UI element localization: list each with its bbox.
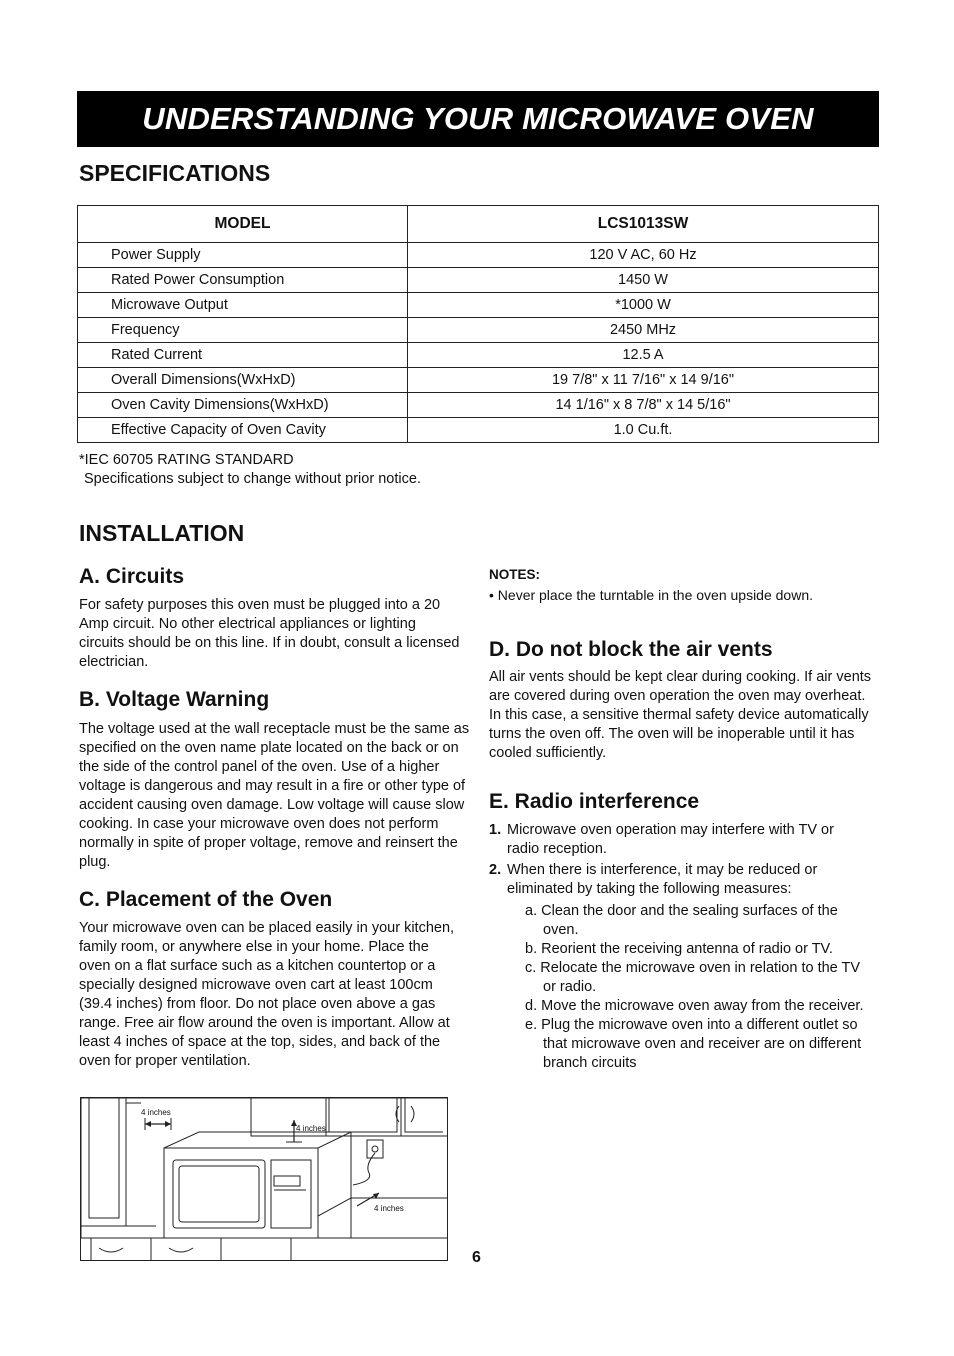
circuits-body: For safety purposes this oven must be plugged into a 20 Amp circuit. No other electrical appliances or lighting circuits should be on this line. If in doubt, consult a licensed electrician.: [79, 597, 460, 670]
item-number: 1.: [489, 822, 502, 838]
table-header-row: [78, 206, 879, 243]
microwave-clearance-drawing: [81, 1098, 447, 1260]
circuits-title: A. Circuits: [79, 565, 185, 588]
back-clearance-label: 4 inches: [374, 1204, 404, 1213]
top-clearance-label: 4 inches: [296, 1124, 326, 1133]
list-item: [489, 821, 869, 859]
model-value: LCS1013SW: [408, 206, 879, 243]
list-item: e. Plug the microwave oven into a different outlet so that microwave oven and receiver are on different branch circuits: [525, 1017, 862, 1071]
item-text: When there is interference, it may be reduced or eliminated by taking the following measures:: [507, 862, 818, 897]
page-number: 6: [472, 1249, 481, 1266]
installation-illustration: [80, 1097, 448, 1261]
spec-label: Effective Capacity of Oven Cavity: [78, 418, 408, 443]
spec-label: Power Supply: [78, 243, 408, 268]
item-text: Microwave oven operation may interfere with TV or radio reception.: [507, 822, 834, 857]
table-row: [78, 368, 879, 393]
spec-label: Oven Cavity Dimensions(WxHxD): [78, 393, 408, 418]
item-number: 2.: [489, 862, 502, 878]
measures-list: [525, 902, 869, 1073]
notes-heading: NOTES:: [489, 567, 541, 582]
list-item: d. Move the microwave oven away from the receiver.: [525, 998, 864, 1014]
table-row: [78, 343, 879, 368]
side-clearance-label: 4 inches: [141, 1108, 171, 1117]
list-item: c. Relocate the microwave oven in relation to the TV or radio.: [525, 960, 861, 995]
change-notice: Specifications subject to change without prior notice.: [84, 471, 421, 487]
voltage-title: B. Voltage Warning: [79, 688, 270, 711]
spec-value: 19 7/8" x 11 7/16" x 14 9/16": [408, 368, 879, 393]
spec-label: Frequency: [78, 318, 408, 343]
list-item: [489, 861, 869, 1073]
vents-title: D. Do not block the air vents: [489, 638, 773, 661]
spec-value: 2450 MHz: [408, 318, 879, 343]
installation-heading: INSTALLATION: [79, 520, 245, 546]
spec-label: Microwave Output: [78, 293, 408, 318]
spec-label: Rated Power Consumption: [78, 268, 408, 293]
table-row: [78, 293, 879, 318]
voltage-body: The voltage used at the wall receptacle must be the same as specified on the oven name plate located on the back or on the side of the control panel of the oven. Use of a higher voltage is dangerous and may result in a fire or other type of accident causing oven damage. Low voltage will cause slow cooking. In case your microwave oven does not perform normally in spite of proper voltage, remove and reinsert the plug.: [79, 721, 470, 870]
specifications-table: [77, 205, 879, 443]
spec-value: 1450 W: [408, 268, 879, 293]
spec-value: 12.5 A: [408, 343, 879, 368]
table-row: [78, 268, 879, 293]
vents-body: All air vents should be kept clear during cooking. If air vents are covered during oven operation the oven may overheat. In this case, a sensitive thermal safety device automatically turns the oven off. The oven will be inoperable until it has cooled sufficiently.: [489, 669, 872, 761]
specifications-heading: SPECIFICATIONS: [79, 160, 271, 186]
spec-value: 14 1/16" x 8 7/8" x 14 5/16": [408, 393, 879, 418]
spec-label: Rated Current: [78, 343, 408, 368]
radio-interference-list: [489, 821, 869, 1075]
list-item: b. Reorient the receiving antenna of radio or TV.: [525, 941, 833, 957]
table-row: [78, 393, 879, 418]
table-row: [78, 318, 879, 343]
placement-body: Your microwave oven can be placed easily in your kitchen, family room, or anywhere else in your home. Place the oven on a flat surface such as a kitchen countertop or a specially designed microwave oven cart at least 100cm (39.4 inches) from floor. Do not place oven above a gas range. Free air flow around the oven is important. Allow at least 4 inches of space at the top, sides, and back of the oven for proper ventilation.: [79, 920, 455, 1069]
spec-value: *1000 W: [408, 293, 879, 318]
radio-title: E. Radio interference: [489, 790, 700, 813]
notes-item: • Never place the turntable in the oven upside down.: [489, 587, 813, 603]
table-row: [78, 418, 879, 443]
table-row: [78, 243, 879, 268]
rating-standard-note: *IEC 60705 RATING STANDARD: [79, 452, 294, 468]
page-banner-title: UNDERSTANDING YOUR MICROWAVE OVEN: [77, 91, 879, 147]
specifications-footnote: [79, 451, 421, 489]
spec-label: Overall Dimensions(WxHxD): [78, 368, 408, 393]
list-item: a. Clean the door and the sealing surfaces of the oven.: [525, 903, 838, 938]
placement-title: C. Placement of the Oven: [79, 888, 333, 911]
model-label: MODEL: [78, 206, 408, 243]
spec-value: 120 V AC, 60 Hz: [408, 243, 879, 268]
spec-value: 1.0 Cu.ft.: [408, 418, 879, 443]
